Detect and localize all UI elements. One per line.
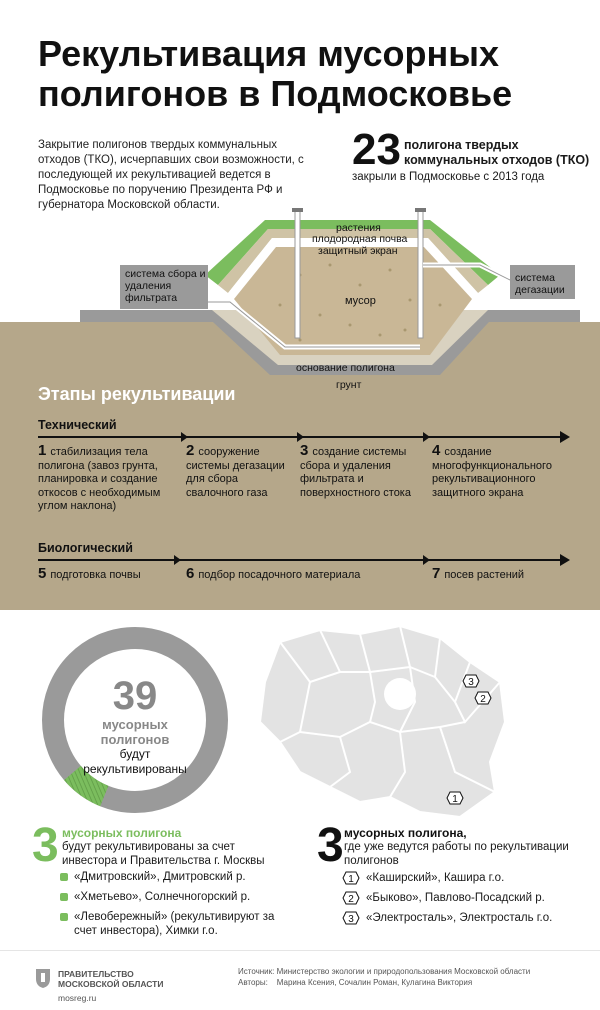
left-text: будут рекультивированы за счет инвестора и Правительства г. Москвы — [62, 841, 265, 867]
hexagon-icon — [342, 871, 360, 885]
map-marker-3 — [462, 674, 480, 688]
ring-line2: будут рекультивированы — [83, 747, 187, 776]
label-screen: защитный экран — [318, 245, 398, 257]
region-map — [240, 622, 510, 822]
hexagon-icon — [342, 891, 360, 905]
right-title: мусорных полигона, — [344, 826, 467, 840]
right-item-2: 2 «Быково», Павлово-Посадский р. — [344, 891, 584, 905]
gas-pipe-right — [418, 210, 423, 338]
coat-of-arms-icon — [34, 967, 52, 989]
biological-label: Биологический — [38, 541, 133, 555]
right-text: где уже ведутся работы по рекультивации полигонов — [344, 841, 569, 867]
step-6: 6 подбор посадочного материала — [186, 565, 361, 582]
label-soil: плодородная почва — [312, 233, 408, 245]
page-title: Рекультивация мусорных полигонов в Подмосковье — [38, 33, 513, 114]
source-line: Источник: Министерство экологии и природопользования Московской области — [238, 967, 531, 976]
step-7: 7 посев растений — [432, 565, 525, 582]
ring-label — [70, 675, 200, 777]
label-waste: мусор — [345, 295, 376, 307]
label-plants: растения — [336, 222, 381, 234]
label-base: основание полигона — [296, 362, 395, 374]
org-site[interactable]: mosreg.ru — [58, 993, 97, 1003]
map-marker-1 — [446, 791, 464, 805]
map-marker-2 — [474, 691, 492, 705]
step-5: 5 подготовка почвы — [38, 565, 141, 582]
label-right-system: система дегазации — [515, 272, 565, 296]
svg-text:3: 3 — [468, 677, 474, 688]
headline-title: полигона твердых коммунальных отходов (ТКО) — [404, 138, 590, 167]
left-item-1: «Дмитровский», Дмитровский р. — [74, 870, 294, 884]
right-number: 3 — [317, 819, 344, 872]
technical-arrow-heads — [38, 431, 578, 443]
moscow-city — [384, 678, 416, 710]
svg-text:3: 3 — [348, 914, 354, 925]
bullet-icon — [60, 873, 68, 881]
label-ground: грунт — [336, 379, 362, 391]
technical-label: Технический — [38, 418, 117, 432]
label-left-system: система сбора и удаления фильтрата — [125, 268, 206, 304]
map-region — [260, 626, 505, 817]
left-item-3: «Левобережный» (рекультивируют за счет инвестора), Химки г.о. — [74, 910, 294, 938]
left-title: мусорных полигона — [62, 826, 182, 840]
authors-line: Авторы: Марина Ксения, Сочалин Роман, Кулагина Виктория — [238, 978, 473, 987]
org-name: ПРАВИТЕЛЬСТВО МОСКОВСКОЙ ОБЛАСТИ — [58, 969, 164, 989]
svg-text:2: 2 — [348, 894, 354, 905]
svg-text:2: 2 — [480, 694, 486, 705]
step-2: 2 сооружение системы дегазации для сбора свалочного газа — [186, 442, 285, 499]
step-1: 1 стабилизация тела полигона (завоз грунта, планировка и создание откосов с необходимым углом наклона) — [38, 442, 161, 512]
ring-line1: мусорных полигонов — [100, 717, 170, 747]
svg-text:1: 1 — [348, 874, 354, 885]
intro-text: Закрытие полигонов твердых коммунальных отходов (ТКО), исчерпавших свои возможности, с последующей их рекультивацией ведется в Подмосковье по поручению Президента РФ и губернатора Московской области. — [38, 139, 304, 211]
headline-number: 23 — [352, 125, 401, 174]
left-item-2: «Хметьево», Солнечногорский р. — [74, 890, 294, 904]
headline-subtitle: закрыли в Подмосковье с 2013 года — [352, 171, 545, 183]
step-3: 3 создание системы сбора и удаления фильтрата и поверхностного стока — [300, 442, 411, 499]
hexagon-icon — [342, 911, 360, 925]
biological-arrow-heads — [38, 554, 578, 566]
right-item-3: 3 «Электросталь», Электросталь г.о. — [344, 911, 584, 925]
left-number: 3 — [32, 819, 59, 872]
bullet-icon — [60, 893, 68, 901]
svg-text:1: 1 — [452, 794, 458, 805]
gas-pipe-left — [295, 210, 300, 338]
ring-number: 39 — [112, 674, 158, 718]
stages-heading: Этапы рекультивации — [38, 384, 236, 404]
footer — [0, 950, 600, 1010]
step-4: 4 создание многофункционального рекультивационного защитного экрана — [432, 442, 552, 499]
right-item-1: 1 «Каширский», Кашира г.о. — [344, 871, 584, 885]
bullet-icon — [60, 913, 68, 921]
